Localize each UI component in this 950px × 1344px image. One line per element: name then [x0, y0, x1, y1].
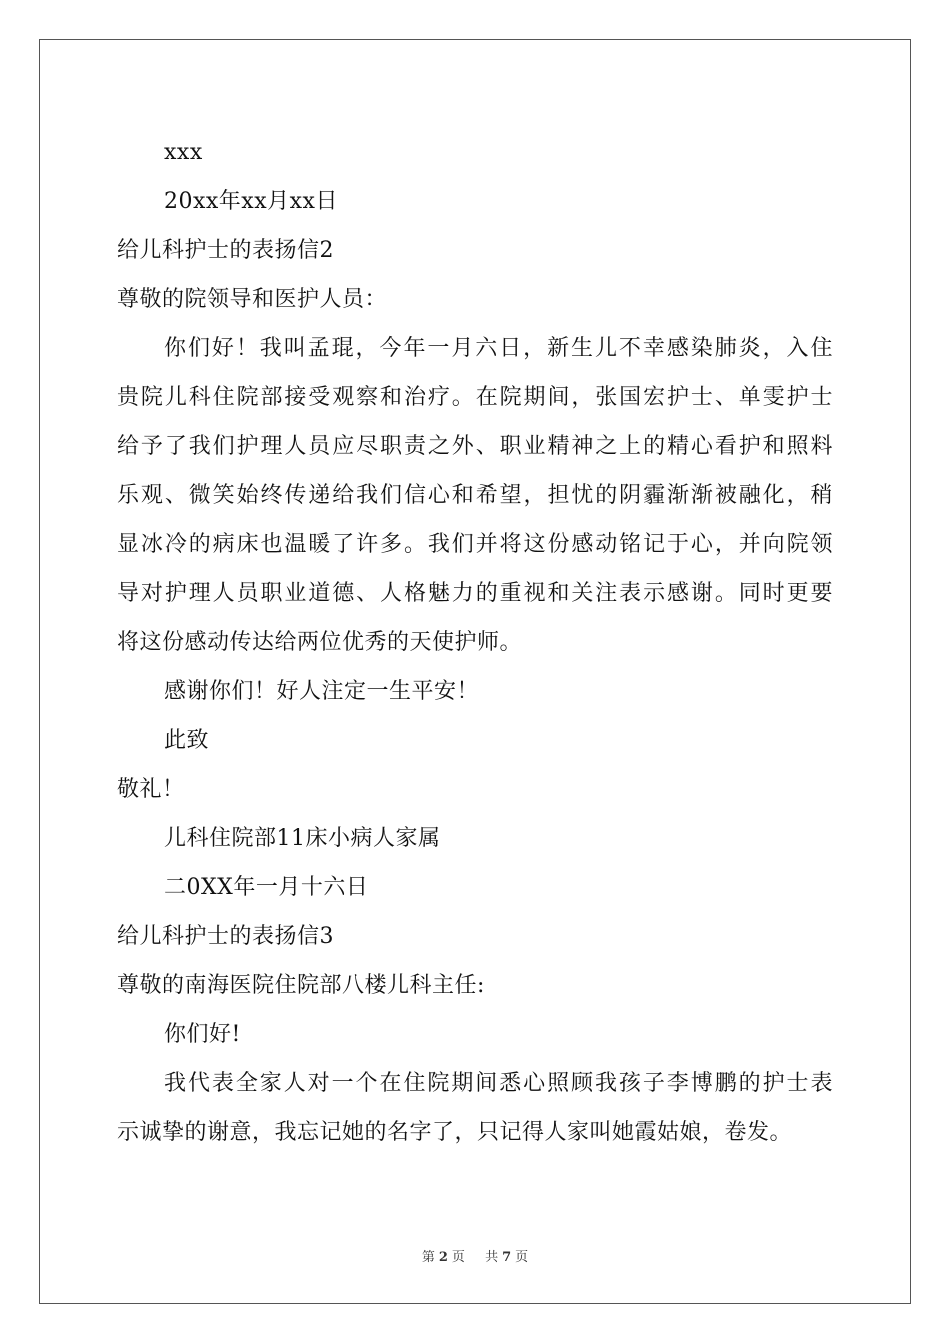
- paragraph-line: 给予了我们护理人员应尽职责之外、职业精神之上的精心看护和照料: [117, 434, 833, 459]
- page-number: 第 2 页: [421, 1250, 465, 1265]
- paragraph-line: 示诚挚的谢意，我忘记她的名字了，只记得人家叫她霞姑娘，卷发。: [117, 1120, 793, 1145]
- signer-2: 儿科住院部11床小病人家属: [164, 826, 441, 851]
- signature-name: xxx: [164, 140, 203, 165]
- paragraph-line: 导对护理人员职业道德、人格魅力的重视和关注表示感谢。同时更要: [117, 581, 833, 606]
- greeting-3: 尊敬的南海医院住院部八楼儿科主任:: [117, 973, 485, 998]
- closing-cizhi: 此致: [164, 728, 210, 753]
- paragraph-line: 你们好！我叫孟琨，今年一月六日，新生儿不幸感染肺炎，入住: [164, 336, 833, 361]
- paragraph-line: 贵院儿科住院部接受观察和治疗。在院期间，张国宏护士、单雯护士: [117, 385, 833, 410]
- signature-date: 20xx年xx月xx日: [164, 189, 338, 214]
- thanks-line: 感谢你们！好人注定一生平安！: [164, 679, 480, 704]
- paragraph-line: 显冰冷的病床也温暖了许多。我们并将这份感动铭记于心，并向院领: [117, 532, 833, 557]
- paragraph-line: 乐观、微笑始终传递给我们信心和希望，担忧的阴霾渐渐被融化，稍: [117, 483, 833, 508]
- hello-3: 你们好!: [164, 1022, 241, 1047]
- letter-title-2: 给儿科护士的表扬信2: [117, 238, 334, 263]
- letter-title-3: 给儿科护士的表扬信3: [117, 924, 334, 949]
- total-pages: 共 7 页: [485, 1250, 529, 1265]
- paragraph-line: 我代表全家人对一个在住院期间悉心照顾我孩子李博鹏的护士表: [164, 1071, 833, 1096]
- date-2: 二0XX年一月十六日: [164, 875, 369, 900]
- closing-jingli: 敬礼！: [117, 777, 185, 802]
- paragraph-line: 将这份感动传达给两位优秀的天使护师。: [117, 630, 523, 655]
- page-footer: [0, 1246, 950, 1265]
- document-body: [117, 128, 833, 1157]
- greeting-2: 尊敬的院领导和医护人员：: [117, 287, 388, 312]
